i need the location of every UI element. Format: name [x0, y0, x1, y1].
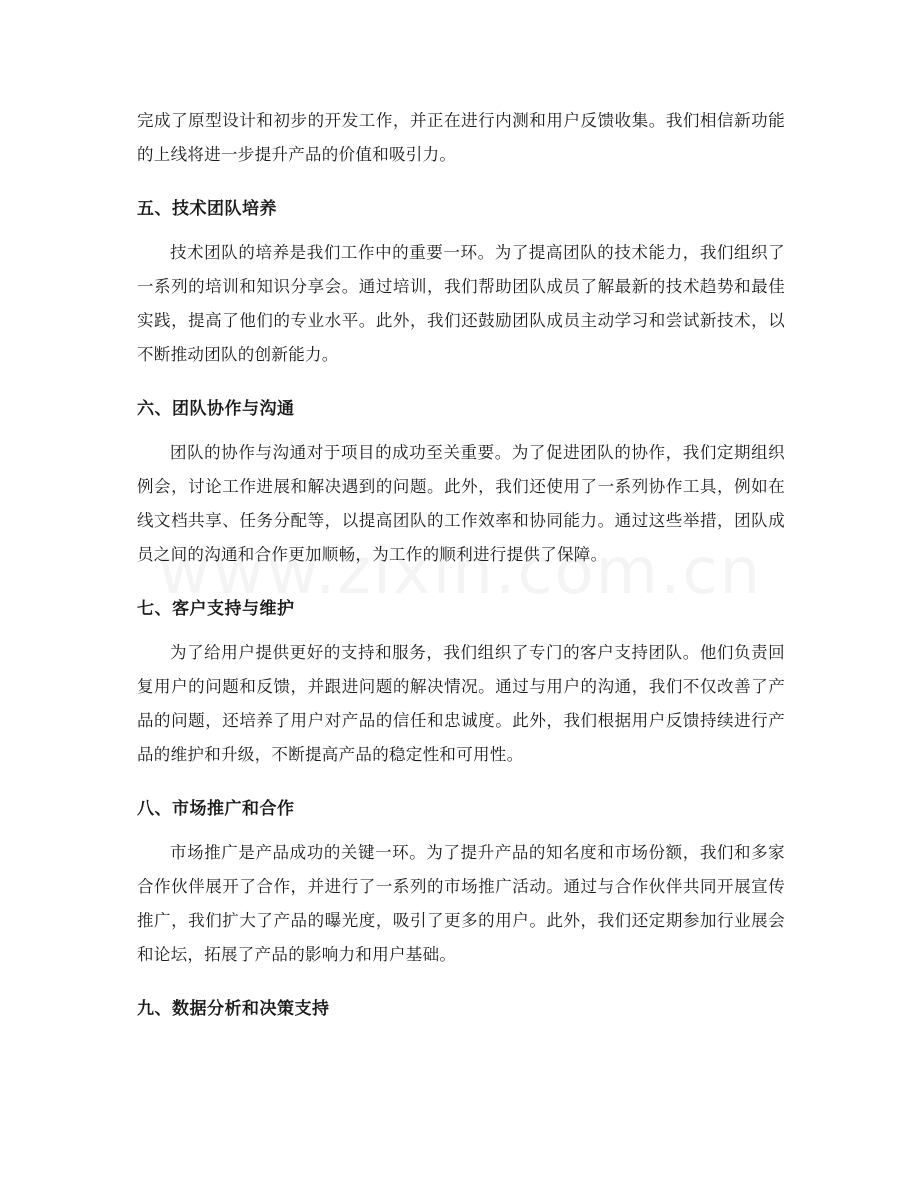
- section-body-8: 市场推广是产品成功的关键一环。为了提升产品的知名度和市场份额，我们和多家合作伙伴展开了合作，并进行了一系列的市场推广活动。通过与合作伙伴共同开展宣传推广，我们扩大了产品的曝光度，吸引了更多的用户。此外，我们还定期参加行业展会和论坛，拓展了产品的影响力和用户基础。: [137, 843, 785, 964]
- section-heading-5: 五、技术团队培养: [137, 199, 277, 219]
- section-heading-8: 八、市场推广和合作: [137, 799, 295, 819]
- intro-paragraph: 完成了原型设计和初步的开发工作，并正在进行内测和用户反馈收集。我们相信新功能的上线将进一步提升产品的价值和吸引力。: [137, 111, 785, 164]
- document-body: [137, 104, 785, 1026]
- section-heading-9: 九、数据分析和决策支持: [137, 999, 330, 1019]
- section-body-7: 为了给用户提供更好的支持和服务，我们组织了专门的客户支持团队。他们负责回复用户的问题和反馈，并跟进问题的解决情况。通过与用户的沟通，我们不仅改善了产品的问题，还培养了用户对产品的信任和忠诚度。此外，我们根据用户反馈持续进行产品的维护和升级，不断提高产品的稳定性和可用性。: [137, 643, 785, 764]
- section-body-6: 团队的协作与沟通对于项目的成功至关重要。为了促进团队的协作，我们定期组织例会，讨论工作进展和解决遇到的问题。此外，我们还使用了一系列协作工具，例如在线文档共享、任务分配等，以提高团队的工作效率和协同能力。通过这些举措，团队成员之间的沟通和合作更加顺畅，为工作的顺利进行提供了保障。: [137, 443, 785, 564]
- section-body-5: 技术团队的培养是我们工作中的重要一环。为了提高团队的技术能力，我们组织了一系列的培训和知识分享会。通过培训，我们帮助团队成员了解最新的技术趋势和最佳实践，提高了他们的专业水平。此外，我们还鼓励团队成员主动学习和尝试新技术，以不断推动团队的创新能力。: [137, 243, 785, 364]
- section-heading-7: 七、客户支持与维护: [137, 599, 295, 619]
- section-heading-6: 六、团队协作与沟通: [137, 399, 295, 419]
